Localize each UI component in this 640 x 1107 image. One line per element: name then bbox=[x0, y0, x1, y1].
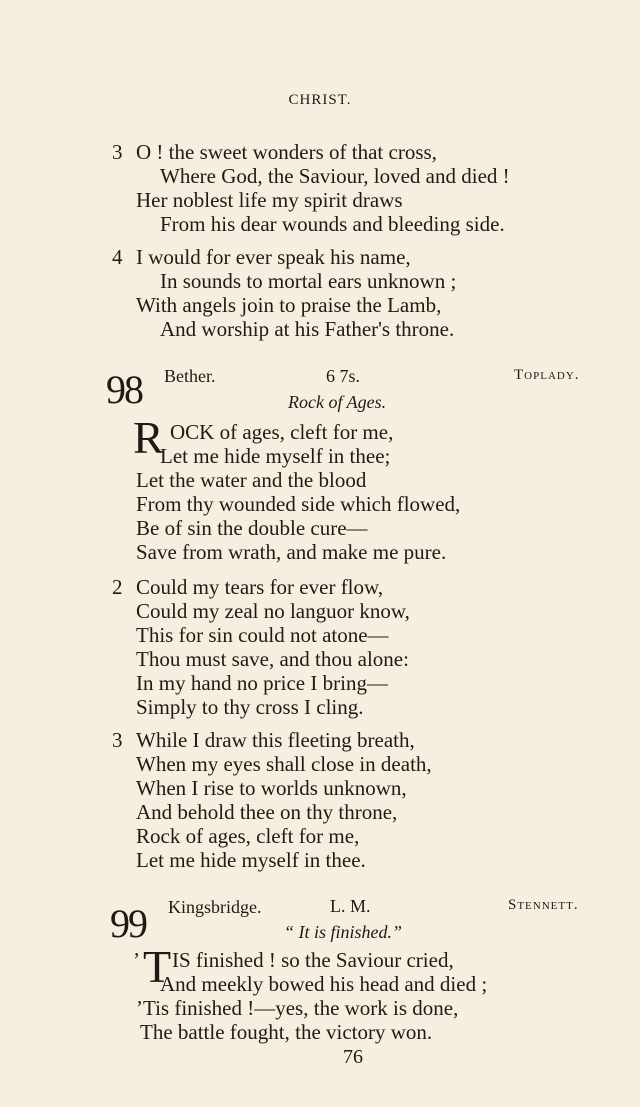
hymn-title: Rock of Ages. bbox=[288, 392, 387, 412]
hymn-number: 99 bbox=[110, 901, 146, 946]
running-header: CHRIST. bbox=[288, 92, 352, 108]
stanza-number: 4 bbox=[112, 245, 123, 269]
hymn-author: Stennett. bbox=[508, 897, 579, 913]
verse-line: Could my tears for ever flow, bbox=[136, 575, 384, 599]
verse-line: In my hand no price I bring— bbox=[136, 671, 388, 695]
hymn-author: Toplady. bbox=[514, 367, 580, 383]
apostrophe: ’ bbox=[133, 948, 140, 972]
verse-line: From thy wounded side which flowed, bbox=[136, 492, 461, 516]
verse-line: Save from wrath, and make me pure. bbox=[136, 540, 447, 564]
verse-line: I would for ever speak his name, bbox=[136, 245, 411, 269]
verse-line: Rock of ages, cleft for me, bbox=[136, 824, 360, 848]
verse-line: In sounds to mortal ears unknown ; bbox=[160, 269, 457, 293]
verse-line: While I draw this fleeting breath, bbox=[136, 728, 415, 752]
verse-line: Let me hide myself in thee; bbox=[160, 444, 391, 468]
verse-line: And worship at his Father's throne. bbox=[160, 317, 455, 341]
verse-line: O ! the sweet wonders of that cross, bbox=[136, 140, 437, 164]
page-number: 76 bbox=[343, 1046, 363, 1068]
drop-cap: R bbox=[133, 412, 164, 463]
stanza-number: 3 bbox=[112, 140, 123, 164]
verse-line: And meekly bowed his head and died ; bbox=[160, 972, 488, 996]
hymn-number: 98 bbox=[106, 367, 142, 412]
verse-line: The battle fought, the victory won. bbox=[140, 1020, 433, 1044]
hymn-meter: 6 7s. bbox=[326, 366, 361, 386]
hymn-meter: L. M. bbox=[330, 896, 371, 916]
verse-line: Could my zeal no languor know, bbox=[136, 599, 410, 623]
verse-line: And behold thee on thy throne, bbox=[136, 800, 398, 824]
verse-line: Her noblest life my spirit draws bbox=[136, 188, 403, 212]
verse-line: With angels join to praise the Lamb, bbox=[136, 293, 442, 317]
verse-line: When my eyes shall close in death, bbox=[136, 752, 432, 776]
verse-line: From his dear wounds and bleeding side. bbox=[160, 212, 505, 236]
verse-line: Where God, the Saviour, loved and died ! bbox=[160, 164, 510, 188]
drop-cap: T bbox=[143, 941, 172, 992]
verse-line: Thou must save, and thou alone: bbox=[136, 647, 409, 671]
verse-line: IS finished ! so the Saviour cried, bbox=[172, 948, 454, 972]
verse-line: Let the water and the blood bbox=[136, 468, 367, 492]
stanza-number: 2 bbox=[112, 575, 123, 599]
verse-line: OCK of ages, cleft for me, bbox=[170, 420, 394, 444]
tune-name: Kingsbridge. bbox=[168, 897, 262, 917]
verse-line: Let me hide myself in thee. bbox=[136, 848, 366, 872]
verse-line: Simply to thy cross I cling. bbox=[136, 695, 364, 719]
verse-line: This for sin could not atone— bbox=[136, 623, 389, 647]
hymn-title: “ It is finished.” bbox=[284, 922, 403, 942]
tune-name: Bether. bbox=[164, 366, 216, 386]
verse-line: ’Tis finished !—yes, the work is done, bbox=[136, 996, 459, 1020]
stanza-number: 3 bbox=[112, 728, 123, 752]
verse-line: Be of sin the double cure— bbox=[136, 516, 368, 540]
verse-line: When I rise to worlds unknown, bbox=[136, 776, 407, 800]
